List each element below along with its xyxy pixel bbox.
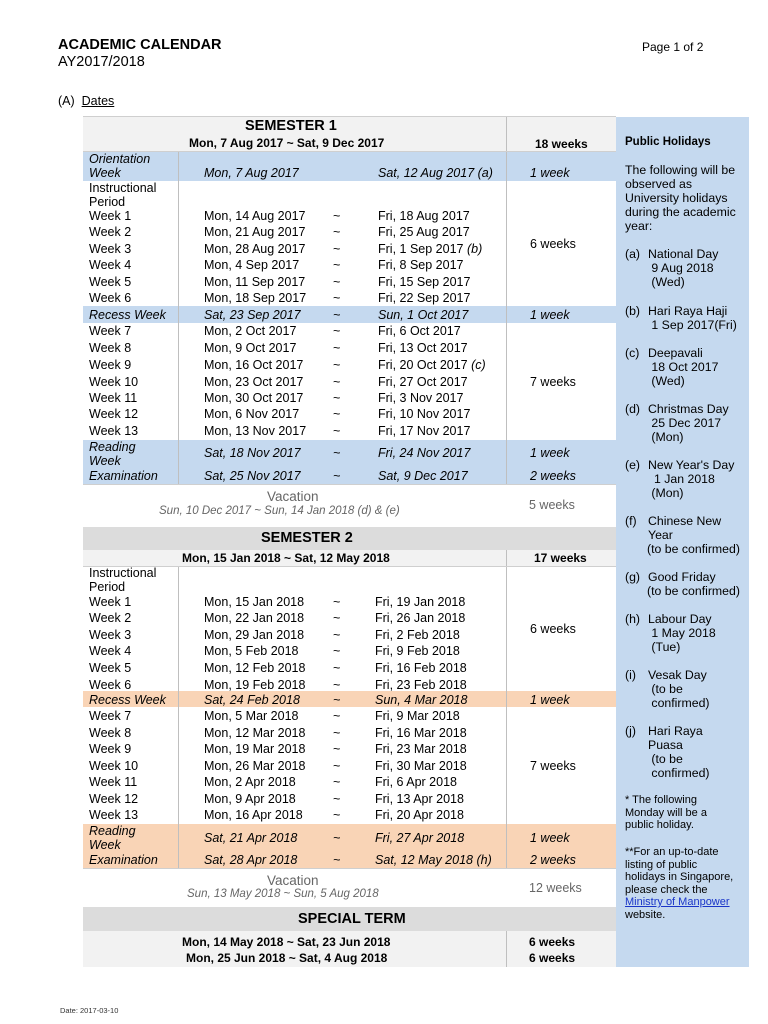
holiday-line: (Wed) [648,275,685,289]
week-start: Mon, 13 Nov 2017 [204,424,307,438]
holiday-line: confirmed) [648,696,710,710]
sem2-range: Mon, 15 Jan 2018 ~ Sat, 12 May 2018 [182,551,390,565]
exam-label: Examination [89,853,158,867]
week-start: Mon, 29 Jan 2018 [204,628,305,642]
week-start: Mon, 2 Oct 2017 [204,324,297,338]
week-label: Week 9 [89,742,132,756]
week-tilde: ~ [333,275,341,289]
week-label: Week 3 [89,628,132,642]
exam-duration: 2 weeks [530,469,576,483]
holiday-line: Deepavali [648,346,703,360]
week-tilde: ~ [333,792,341,806]
grid-line [506,931,507,967]
week-start: Mon, 28 Aug 2017 [204,242,306,256]
holiday-line: Chinese New [648,514,722,528]
week-tilde: ~ [333,407,341,421]
holiday-line: (to be confirmed) [647,584,740,598]
instr-label: Period [89,580,126,594]
holiday-line: 1 Sep 2017(Fri) [648,318,737,332]
week-start: Mon, 15 Jan 2018 [204,595,305,609]
orientation-start: Mon, 7 Aug 2017 [204,166,299,180]
exam-tilde: ~ [333,853,341,867]
section-heading [58,94,114,108]
grid-line [178,566,179,868]
holiday-line: Labour Day [648,612,712,626]
week-end: Fri, 16 Feb 2018 [375,661,467,675]
week-tilde: ~ [333,775,341,789]
recess-start: Sat, 23 Sep 2017 [204,308,301,322]
exam-start: Sat, 25 Nov 2017 [204,469,301,483]
page-number: Page 1 of 2 [642,40,704,54]
week-label: Week 5 [89,661,132,675]
holiday-line: Hari Raya Haji [648,304,728,318]
reading-label: Reading [89,440,136,454]
week-label: Week 4 [89,258,132,272]
holiday-line: National Day [648,247,719,261]
instr-label: Instructional [89,566,157,580]
week-end: Fri, 19 Jan 2018 [375,595,466,609]
week-label: Week 1 [89,209,132,223]
reading-tilde: ~ [333,446,341,460]
week-start: Mon, 19 Feb 2018 [204,678,306,692]
holiday-line: (to be [648,752,683,766]
grid-line [83,484,616,485]
week-start: Mon, 2 Apr 2018 [204,775,296,789]
week-label: Week 3 [89,242,132,256]
week-label: Week 4 [89,644,132,658]
week-end-date: Fri, 1 Sep 2017 [378,242,464,256]
week-start: Mon, 22 Jan 2018 [204,611,305,625]
recess-start: Sat, 24 Feb 2018 [204,693,300,707]
week-end: Fri, 26 Jan 2018 [375,611,466,625]
holiday-key: (d) [625,402,641,416]
sem2-total-weeks: 17 weeks [534,551,587,565]
note-line: please check the [625,883,708,896]
week-start: Mon, 19 Mar 2018 [204,742,306,756]
block-duration: 6 weeks [530,237,576,251]
holiday-key: (a) [625,247,641,261]
reading-start: Sat, 18 Nov 2017 [204,446,301,460]
holiday-line: 18 Oct 2017 [648,360,719,374]
block-duration: 6 weeks [530,622,576,636]
week-tilde: ~ [333,808,341,822]
recess-tilde: ~ [333,308,341,322]
note-line: * The following [625,794,697,806]
grid-line [83,151,616,152]
week-tilde: ~ [333,611,341,625]
holiday-key: (e) [625,458,641,472]
week-end: Fri, 20 Apr 2018 [375,808,464,822]
holiday-key: (j) [625,724,636,738]
holiday-line: 9 Aug 2018 [648,261,714,275]
academic-year: AY2017/2018 [58,54,145,70]
intro-line: year: [625,219,653,233]
reading-duration: 1 week [530,831,570,845]
week-end: Fri, 13 Apr 2018 [375,792,464,806]
week-tilde: ~ [333,709,341,723]
week-tilde: ~ [333,375,341,389]
recess-duration: 1 week [530,308,570,322]
special-title: SPECIAL TERM [298,911,406,927]
week-tilde: ~ [333,291,341,305]
week-start: Mon, 4 Sep 2017 [204,258,300,272]
week-label: Week 5 [89,275,132,289]
recess-duration: 1 week [530,693,570,707]
holiday-line: 25 Dec 2017 [648,416,722,430]
holiday-item [648,402,729,444]
holiday-line: (Mon) [648,486,684,500]
reading-tilde: ~ [333,831,341,845]
holiday-line: Year [648,528,673,542]
week-label: Week 2 [89,225,132,239]
holiday-line: 1 Jan 2018 [654,472,715,486]
reading-end: Fri, 24 Nov 2017 [378,446,471,460]
week-label: Week 8 [89,341,132,355]
holiday-line: (Wed) [648,374,685,388]
section-prefix: (A) [58,94,75,108]
footnote-marker: (b) [466,242,483,256]
holiday-note [625,794,707,832]
document-title: ACADEMIC CALENDAR [58,37,222,53]
sem1-total-weeks: 18 weeks [535,137,588,151]
recess-end: Sun, 4 Mar 2018 [375,693,468,707]
holiday-item [648,247,718,289]
week-tilde: ~ [333,391,341,405]
week-end: Fri, 8 Sep 2017 [378,258,464,272]
week-start: Mon, 18 Sep 2017 [204,291,307,305]
holiday-line: confirmed) [648,766,710,780]
sem1-range: Mon, 7 Aug 2017 ~ Sat, 9 Dec 2017 [189,136,385,150]
orientation-end: Sat, 12 Aug 2017 (a) [378,166,493,180]
week-tilde: ~ [333,661,341,675]
intro-line: University holidays [625,191,728,205]
exam-end: Sat, 9 Dec 2017 [378,469,468,483]
week-label: Week 13 [89,424,139,438]
holiday-key: (c) [625,346,640,360]
week-label: Week 2 [89,611,132,625]
grid-line [506,550,507,868]
holiday-line: (Tue) [648,640,681,654]
week-label: Week 12 [89,407,139,421]
grid-line [83,566,616,567]
recess-label: Recess Week [89,693,166,707]
holiday-key: (b) [625,304,641,318]
week-end [378,242,482,256]
recess-end: Sun, 1 Oct 2017 [378,308,469,322]
week-end: Fri, 10 Nov 2017 [378,407,471,421]
special-range: Mon, 25 Jun 2018 ~ Sat, 4 Aug 2018 [186,951,388,965]
week-end: Fri, 2 Feb 2018 [375,628,460,642]
vacation-range: Sun, 10 Dec 2017 ~ Sun, 14 Jan 2018 (d) & (e) [159,505,400,517]
footnote-marker: (c) [471,358,486,372]
week-tilde: ~ [333,644,341,658]
week-end: Fri, 23 Mar 2018 [375,742,467,756]
holiday-item [648,612,716,654]
holiday-line: 1 May 2018 [648,626,716,640]
week-label: Week 6 [89,291,132,305]
week-end: Fri, 16 Mar 2018 [375,726,467,740]
exam-end: Sat, 12 May 2018 (h) [375,853,492,867]
week-label: Week 10 [89,759,139,773]
note-line: holidays in Singapore, [625,871,734,883]
sem2-title: SEMESTER 2 [261,530,353,546]
week-label: Week 8 [89,726,132,740]
week-start: Mon, 23 Oct 2017 [204,375,304,389]
week-start: Mon, 14 Aug 2017 [204,209,306,223]
section-label: Dates [81,94,115,108]
holiday-item [648,458,734,500]
week-tilde: ~ [333,595,341,609]
exam-start: Sat, 28 Apr 2018 [204,853,298,867]
week-tilde: ~ [333,341,341,355]
holiday-key: (h) [625,612,641,626]
holiday-item [648,724,710,780]
week-tilde: ~ [333,209,341,223]
week-end-date: Fri, 20 Oct 2017 [378,358,468,372]
week-tilde: ~ [333,759,341,773]
holiday-key: (i) [625,668,636,682]
week-start: Mon, 16 Oct 2017 [204,358,304,372]
week-start: Mon, 12 Mar 2018 [204,726,306,740]
week-start: Mon, 11 Sep 2017 [204,275,306,289]
week-tilde: ~ [333,678,341,692]
week-end: Fri, 27 Oct 2017 [378,375,468,389]
week-end: Fri, 9 Mar 2018 [375,709,460,723]
week-tilde: ~ [333,726,341,740]
note-line: **For an up-to-date [625,846,719,858]
week-start: Mon, 21 Aug 2017 [204,225,306,239]
reading-end: Fri, 27 Apr 2018 [375,831,465,845]
week-tilde: ~ [333,358,341,372]
grid-line [506,117,507,484]
week-label: Week 11 [89,775,138,789]
week-tilde: ~ [333,242,341,256]
recess-label: Recess Week [89,308,166,322]
holiday-line: Christmas Day [648,402,729,416]
sem1-title: SEMESTER 1 [245,118,337,134]
document-date: Date: 2017-03-10 [60,1006,119,1015]
recess-tilde: ~ [333,693,341,707]
week-start: Mon, 16 Apr 2018 [204,808,303,822]
week-end: Fri, 22 Sep 2017 [378,291,471,305]
vacation-label: Vacation [267,489,319,504]
holidays-intro [625,163,736,233]
block-duration: 7 weeks [530,375,576,389]
week-end: Fri, 15 Sep 2017 [378,275,471,289]
reading-label: Week [89,838,121,852]
week-tilde: ~ [333,225,341,239]
week-tilde: ~ [333,258,341,272]
week-label: Week 6 [89,678,132,692]
holidays-title: Public Holidays [625,136,711,148]
exam-duration: 2 weeks [530,853,576,867]
week-end: Fri, 9 Feb 2018 [375,644,460,658]
week-end: Fri, 3 Nov 2017 [378,391,464,405]
reading-start: Sat, 21 Apr 2018 [204,831,298,845]
holiday-key: (g) [625,570,641,584]
orientation-duration: 1 week [530,166,570,180]
week-label: Week 7 [89,709,132,723]
week-start: Mon, 5 Feb 2018 [204,644,299,658]
grid-line [83,868,616,869]
holiday-line: New Year's Day [648,458,735,472]
week-end: Fri, 23 Feb 2018 [375,678,467,692]
intro-line: The following will be [625,163,736,177]
week-label: Week 11 [89,391,138,405]
exam-label: Examination [89,469,158,483]
week-label: Week 13 [89,808,139,822]
intro-line: observed as [625,177,692,191]
vacation-duration: 5 weeks [529,498,575,512]
holiday-line: Vesak Day [648,668,707,682]
special-duration: 6 weeks [529,935,576,949]
holiday-item [648,668,710,710]
week-end: Fri, 25 Aug 2017 [378,225,470,239]
holiday-update-note [625,846,733,921]
holiday-line: (to be [648,682,683,696]
week-tilde: ~ [333,742,341,756]
reading-duration: 1 week [530,446,570,460]
week-start: Mon, 9 Apr 2018 [204,792,296,806]
holiday-line: Good Friday [648,570,716,584]
vacation-duration: 12 weeks [529,881,582,895]
note-line: Monday will be a [625,806,707,819]
week-end [378,358,486,372]
week-start: Mon, 5 Mar 2018 [204,709,299,723]
holiday-item [648,514,721,542]
week-label: Week 9 [89,358,132,372]
orientation-label: Orientation [89,152,151,166]
grid-line [178,151,179,484]
note-line: public holiday. [625,819,694,831]
week-end: Fri, 30 Mar 2018 [375,759,467,773]
holiday-line: (to be confirmed) [647,542,740,556]
week-tilde: ~ [333,424,341,438]
instr-label: Instructional [89,181,157,195]
week-label: Week 1 [89,595,132,609]
holiday-key: (f) [625,514,637,528]
vacation-range: Sun, 13 May 2018 ~ Sun, 5 Aug 2018 [187,888,379,900]
holiday-line: (Mon) [648,430,684,444]
week-start: Mon, 9 Oct 2017 [204,341,297,355]
holiday-item [648,346,718,388]
week-start: Mon, 26 Mar 2018 [204,759,306,773]
orientation-label: Week [89,166,121,180]
special-duration: 6 weeks [529,951,576,965]
week-end: Fri, 6 Apr 2018 [375,775,457,789]
instr-label: Period [89,195,126,209]
week-start: Mon, 12 Feb 2018 [204,661,306,675]
special-range: Mon, 14 May 2018 ~ Sat, 23 Jun 2018 [182,935,391,949]
intro-line: during the academic [625,205,736,219]
note-line: website. [625,908,666,921]
grid-line [83,116,616,117]
holiday-line: Hari Raya [648,724,703,738]
reading-label: Week [89,454,121,468]
ministry-of-manpower-link[interactable]: Ministry of Manpower [625,896,730,908]
week-start: Mon, 6 Nov 2017 [204,407,300,421]
week-label: Week 10 [89,375,139,389]
block-duration: 7 weeks [530,759,576,773]
week-end: Fri, 17 Nov 2017 [378,424,471,438]
week-end: Fri, 6 Oct 2017 [378,324,461,338]
week-tilde: ~ [333,324,341,338]
vacation-label: Vacation [267,873,319,888]
note-line: listing of public [625,858,698,871]
week-tilde: ~ [333,628,341,642]
week-start: Mon, 30 Oct 2017 [204,391,304,405]
exam-tilde: ~ [333,469,341,483]
reading-label: Reading [89,824,136,838]
holiday-line: Puasa [648,738,683,752]
week-label: Week 12 [89,792,139,806]
week-end: Fri, 13 Oct 2017 [378,341,468,355]
week-end: Fri, 18 Aug 2017 [378,209,470,223]
holiday-item [648,304,737,332]
week-label: Week 7 [89,324,132,338]
